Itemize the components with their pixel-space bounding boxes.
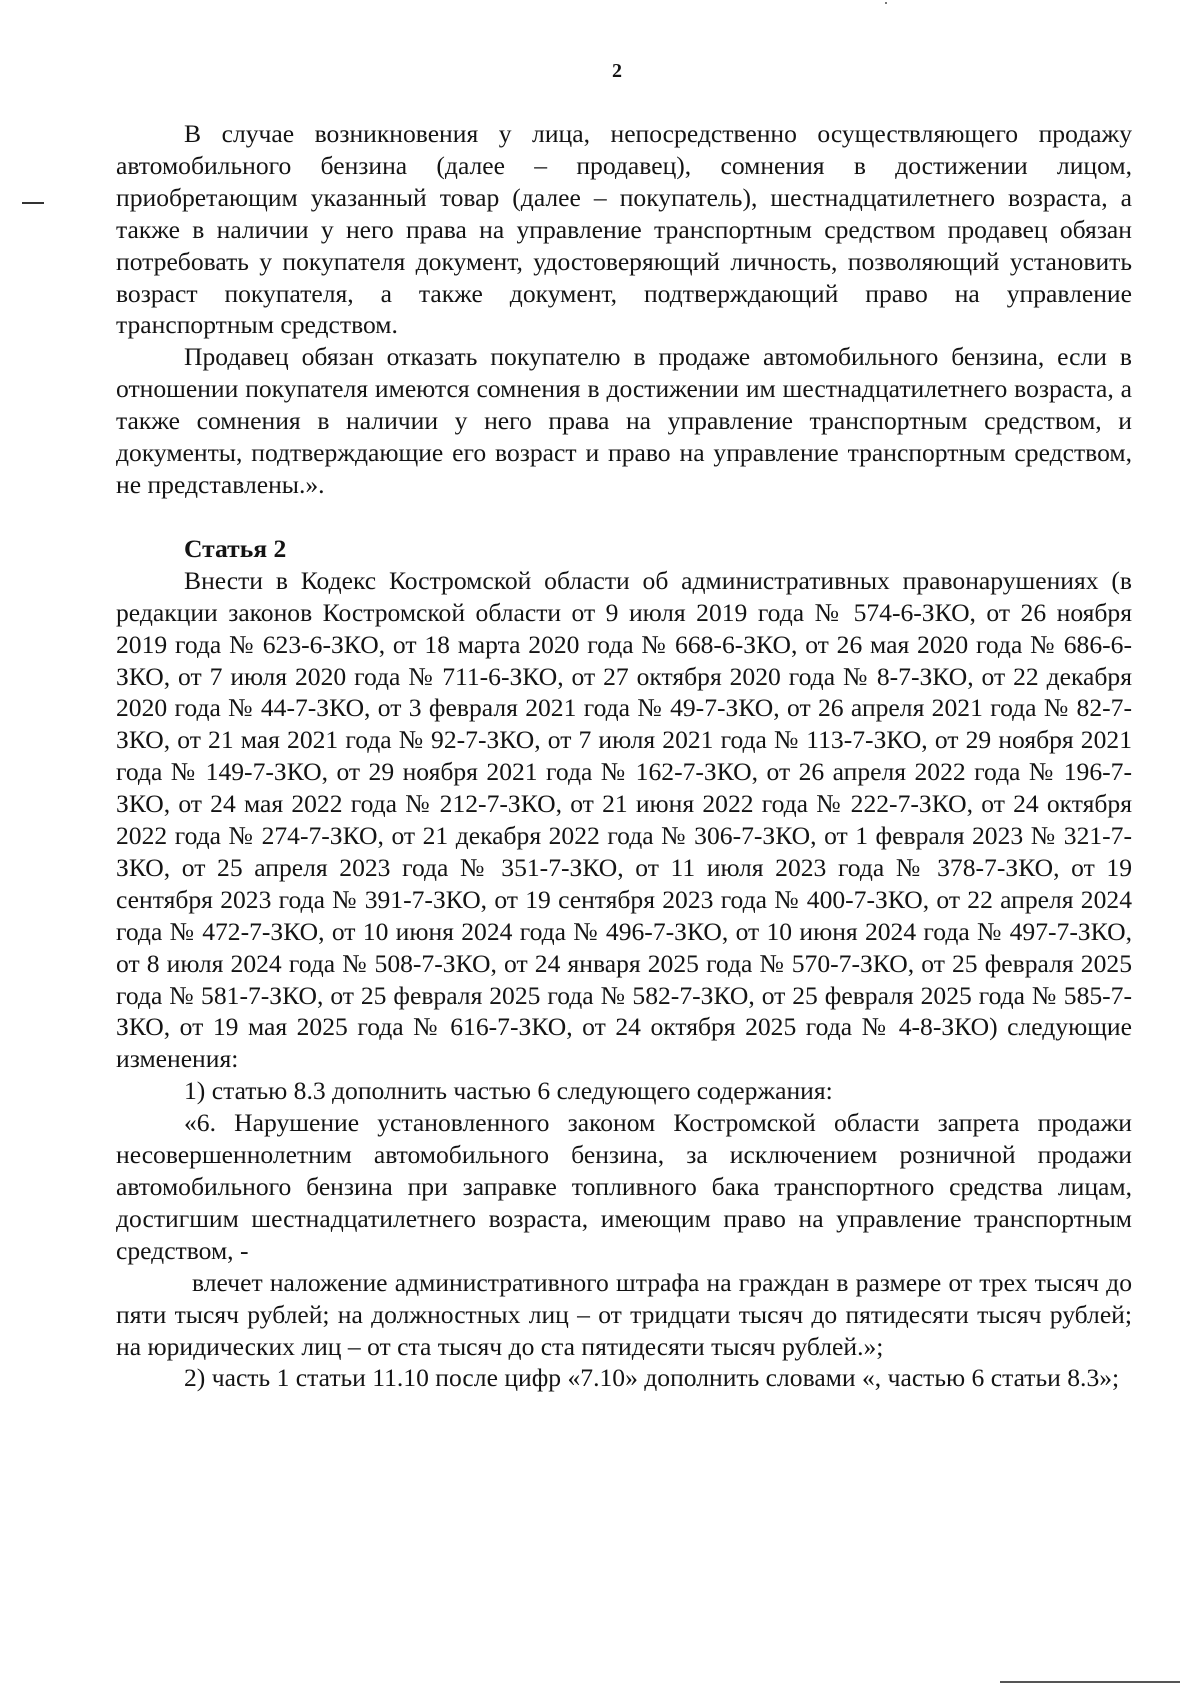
- page-number: 2: [612, 60, 622, 82]
- paragraph-seller-doubt: В случае возникновения у лица, непосредственно осуществляющего продажу автомобильного бензина (далее – продавец), сомнения в достижении лицом, приобретающим указанный товар (далее – покупатель), шестнадцатилетнего возраста, а также в наличии у него права на управление транспортным средством продавец обязан потребовать у покупателя документ, удостоверяющий личность, позволяющий установить возраст покупателя, а также документ, подтверждающий право на управление транспортным средством.: [116, 119, 1132, 340]
- paragraph-penalty: влечет наложение административного штрафа на граждан в размере от трех тысяч до пяти тысяч рублей; на должностных лиц – от тридцати тысяч до пятидесяти тысяч рублей; на юридических лиц – от ста тысяч до ста пятидесяти тысяч рублей.»;: [116, 1267, 1132, 1361]
- document-body: [116, 118, 1132, 1394]
- paragraph-violation-text: «6. Нарушение установленного законом Костромской области запрета продажи несовершеннолетним автомобильного бензина, за исключением розничной продажи автомобильного бензина при заправке топливного бака транспортного средства лицам, достигшим шестнадцатилетнего возраста, имеющим право на управление транспортным средством, -: [116, 1108, 1132, 1265]
- paragraph-amendments-intro: Внести в Кодекс Костромской области об административных правонарушениях (в редакции законов Костромской области от 9 июля 2019 года № 574-6-ЗКО, от 26 ноября 2019 года № 623-6-ЗКО, от 18 марта 2020 года № 668-6-ЗКО, от 26 мая 2020 года № 686-6-ЗКО, от 7 июля 2020 года № 711-6-ЗКО, от 27 октября 2020 года № 8-7-ЗКО, от 22 декабря 2020 года № 44-7-ЗКО, от 3 февраля 2021 года № 49-7-ЗКО, от 26 апреля 2021 года № 82-7-ЗКО, от 21 мая 2021 года № 92-7-ЗКО, от 7 июля 2021 года № 113-7-ЗКО, от 29 ноября 2021 года № 149-7-ЗКО, от 29 ноября 2021 года № 162-7-ЗКО, от 26 апреля 2022 года № 196-7-ЗКО, от 24 мая 2022 года № 212-7-ЗКО, от 21 июня 2022 года № 222-7-ЗКО, от 24 октября 2022 года № 274-7-ЗКО, от 21 декабря 2022 года № 306-7-ЗКО, от 1 февраля 2023 № 321-7-ЗКО, от 25 апреля 2023 года № 351-7-ЗКО, от 11 июля 2023 года № 378-7-ЗКО, от 19 сентября 2023 года № 391-7-ЗКО, от 19 сентября 2023 года № 400-7-ЗКО, от 22 апреля 2024 года № 472-7-ЗКО, от 10 июня 2024 года № 496-7-ЗКО, от 10 июня 2024 года № 497-7-ЗКО, от 8 июля 2024 года № 508-7-ЗКО, от 24 января 2025 года № 570-7-ЗКО, от 25 февраля 2025 года № 581-7-ЗКО, от 25 февраля 2025 года № 582-7-ЗКО, от 25 февраля 2025 года № 585-7-ЗКО, от 19 мая 2025 года № 616-7-ЗКО, от 24 октября 2025 года № 4-8-ЗКО) следующие изменения:: [116, 565, 1132, 1074]
- paragraph-seller-refusal: Продавец обязан отказать покупателю в продаже автомобильного бензина, если в отношении покупателя имеются сомнения в достижении им шестнадцатилетнего возраста, а также сомнения в наличии у него права на управление транспортным средством, и документы, подтверждающие его возраст и право на управление транспортным средством, не представлены.».: [116, 342, 1132, 499]
- bottom-rule: [1000, 1681, 1180, 1683]
- scan-speck: [885, 2, 887, 4]
- margin-mark: [22, 202, 44, 204]
- paragraph-item-1: 1) статью 8.3 дополнить частью 6 следующего содержания:: [184, 1076, 833, 1106]
- paragraph-item-2: 2) часть 1 статьи 11.10 после цифр «7.10» дополнить словами «, частью 6 статьи 8.3»;: [184, 1363, 1120, 1393]
- article-heading: Статья 2: [184, 533, 287, 563]
